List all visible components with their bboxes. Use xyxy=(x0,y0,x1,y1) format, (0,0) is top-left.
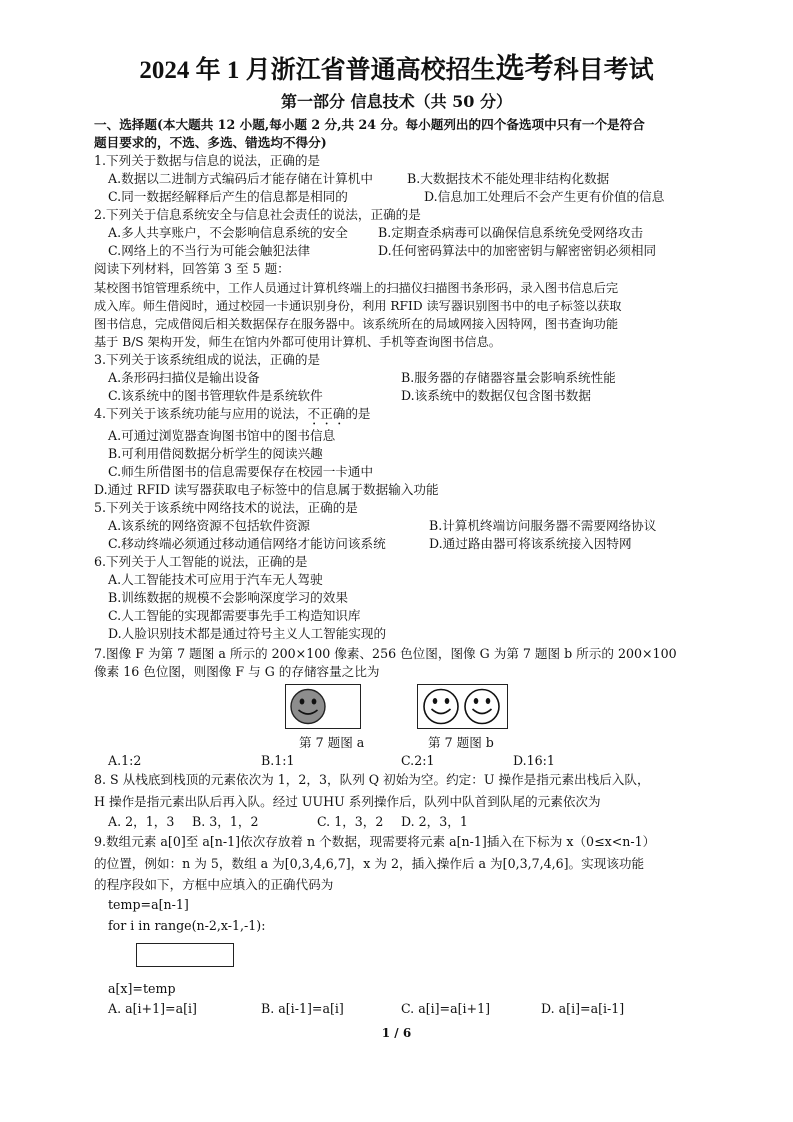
q4-option-a: A.可通过浏览器查询图书馆中的图书信息 xyxy=(108,428,336,443)
q6-option-c: C.人工智能的实现都需要事先手工构造知识库 xyxy=(108,608,361,623)
q9-code-line1: temp=a[n-1] xyxy=(108,897,189,912)
exam-title-pre: 2024 年 1 月浙江省普通高校招生 xyxy=(139,57,496,84)
q9-stem-line2: 的位置，例如：n 为 5，数组 a 为[0,3,4,6,7]，x 为 2，插入操作后 a 为[0,3,7,4,6]。实现该功能 xyxy=(94,856,645,871)
q4-stem-post: 的是 xyxy=(345,406,371,421)
q5-option-c: C.移动终端必须通过移动通信网络才能访问该系统 xyxy=(108,536,386,551)
q8-option-c: C. 1，3，2 xyxy=(317,814,384,829)
q8-option-b: B. 3，1，2 xyxy=(192,814,259,829)
material-line1: 某校图书馆管理系统中，工作人员通过计算机终端上的扫描仪扫描图书条形码，录入图书信息后完 xyxy=(94,281,619,295)
q4-stem-pre: 4.下列关于该系统功能与应用的说法， xyxy=(94,406,308,421)
q2-option-d: D.任何密码算法中的加密密钥与解密密钥必须相同 xyxy=(378,243,657,258)
material-line3: 图书信息，完成借阅后相关数据保存在服务器中。该系统所在的局域网接入因特网，图书查询功能 xyxy=(94,317,619,331)
q6-stem: 6.下列关于人工智能的说法，正确的是 xyxy=(94,554,308,569)
q1-stem: 1.下列关于数据与信息的说法，正确的是 xyxy=(94,153,321,168)
q2-option-c: C.网络上的不当行为可能会触犯法律 xyxy=(108,243,311,258)
q8-stem-line1: 8. S 从栈底到栈顶的元素依次为 1，2，3，队列 Q 初始为空。约定：U 操作是指元素出栈后入队， xyxy=(94,772,650,787)
figure-7a-caption: 第 7 题图 a xyxy=(299,735,365,750)
q2-option-a: A.多人共享账户，不会影响信息系统的安全 xyxy=(108,225,348,240)
exam-title-post: 科目考试 xyxy=(553,57,654,84)
q7-option-d: D.16:1 xyxy=(513,753,555,768)
q7-stem-line2: 像素 16 色位图，则图像 F 与 G 的存储容量之比为 xyxy=(94,664,380,679)
q9-option-a: A. a[i+1]=a[i] xyxy=(108,1001,197,1016)
q9-answer-blank-box xyxy=(136,943,234,967)
material-line4: 基于 B/S 架构开发，师生在馆内外都可使用计算机、手机等查询图书信息。 xyxy=(94,335,501,349)
exam-title xyxy=(0,52,793,88)
q4-option-d: D.通过 RFID 读写器获取电子标签中的信息属于数据输入功能 xyxy=(94,482,439,497)
q1-option-a: A.数据以二进制方式编码后才能存储在计算机中 xyxy=(108,171,373,186)
figure-7a-image xyxy=(285,684,361,729)
q9-option-d: D. a[i]=a[i-1] xyxy=(541,1001,625,1016)
q3-stem: 3.下列关于该系统组成的说法，正确的是 xyxy=(94,352,321,367)
section-heading-line1: 一、选择题(本大题共 12 小题,每小题 2 分,共 24 分。每小题列出的四个备选项中只有一个是符合 xyxy=(94,117,645,132)
page-number: 1 / 6 xyxy=(381,1026,412,1040)
q3-option-d: D.该系统中的数据仅包含图书数据 xyxy=(401,388,591,403)
smiley-pair-icon xyxy=(418,685,507,728)
q8-option-d: D. 2，3，1 xyxy=(401,814,468,829)
q3-option-a: A.条形码扫描仪是输出设备 xyxy=(108,370,260,385)
q2-option-b: B.定期查杀病毒可以确保信息系统免受网络攻击 xyxy=(378,225,644,240)
q9-option-c: C. a[i]=a[i+1] xyxy=(401,1001,491,1016)
q4-option-b: B.可利用借阅数据分析学生的阅读兴趣 xyxy=(108,446,323,461)
q7-option-b: B.1:1 xyxy=(261,753,295,768)
q6-option-d: D.人脸识别技术都是通过符号主义人工智能实现的 xyxy=(108,626,387,641)
q3-option-b: B.服务器的存储器容量会影响系统性能 xyxy=(401,370,616,385)
q9-stem-line1: 9.数组元素 a[0]至 a[n-1]依次存放着 n 个数据，现需要将元素 a[n-1]插入在下标为 x（0≤x<n-1） xyxy=(94,834,656,849)
q7-option-a: A.1:2 xyxy=(108,753,142,768)
q6-option-a: A.人工智能技术可应用于汽车无人驾驶 xyxy=(108,572,323,587)
q4-stem-emphasis: 不正确 xyxy=(307,406,346,421)
q9-code-line2: for i in range(n-2,x-1,-1): xyxy=(108,918,266,933)
smiley-gray-icon xyxy=(286,685,360,728)
q5-option-d: D.通过路由器可将该系统接入因特网 xyxy=(429,536,632,551)
q6-option-b: B.训练数据的规模不会影响深度学习的效果 xyxy=(108,590,348,605)
q1-option-b: B.大数据技术不能处理非结构化数据 xyxy=(407,171,610,186)
q8-stem-line2: H 操作是指元素出队后再入队。经过 UUHU 系列操作后，队列中队首到队尾的元素依次为 xyxy=(94,794,601,809)
q8-option-a: A. 2，1，3 xyxy=(108,814,175,829)
figure-7b-caption: 第 7 题图 b xyxy=(428,735,494,750)
q9-stem-line3: 的程序段如下，方框中应填入的正确代码为 xyxy=(94,877,334,892)
q7-stem-line1: 7.图像 F 为第 7 题图 a 所示的 200×100 像素、256 色位图，图像 G 为第 7 题图 b 所示的 200×100 xyxy=(94,646,677,661)
q2-stem: 2.下列关于信息系统安全与信息社会责任的说法，正确的是 xyxy=(94,207,421,222)
q5-stem: 5.下列关于该系统中网络技术的说法，正确的是 xyxy=(94,500,358,515)
exam-title-emphasis: 选考 xyxy=(495,53,554,85)
part-subtitle: 第一部分 信息技术（共 50 分） xyxy=(281,92,512,111)
q4-option-c: C.师生所借图书的信息需要保存在校园一卡通中 xyxy=(108,464,374,479)
q1-option-d: D.信息加工处理后不会产生更有价值的信息 xyxy=(424,189,665,204)
q3-option-c: C.该系统中的图书管理软件是系统软件 xyxy=(108,388,323,403)
q5-option-a: A.该系统的网络资源不包括软件资源 xyxy=(108,518,311,533)
material-line2: 成入库。师生借阅时，通过校园一卡通识别身份，利用 RFID 读写器识别图书中的电子标签以获取 xyxy=(94,299,622,313)
figure-7b-image xyxy=(417,684,508,729)
q1-option-c: C.同一数据经解释后产生的信息都是相同的 xyxy=(108,189,348,204)
q9-option-b: B. a[i-1]=a[i] xyxy=(261,1001,344,1016)
section-heading-line2: 题目要求的，不选、多选、错选均不得分) xyxy=(94,135,327,150)
q7-option-c: C.2:1 xyxy=(401,753,435,768)
q5-option-b: B.计算机终端访问服务器不需要网络协议 xyxy=(429,518,657,533)
q4-stem xyxy=(94,405,371,428)
q9-code-line3: a[x]=temp xyxy=(108,981,176,996)
material-intro: 阅读下列材料，回答第 3 至 5 题： xyxy=(94,261,290,276)
